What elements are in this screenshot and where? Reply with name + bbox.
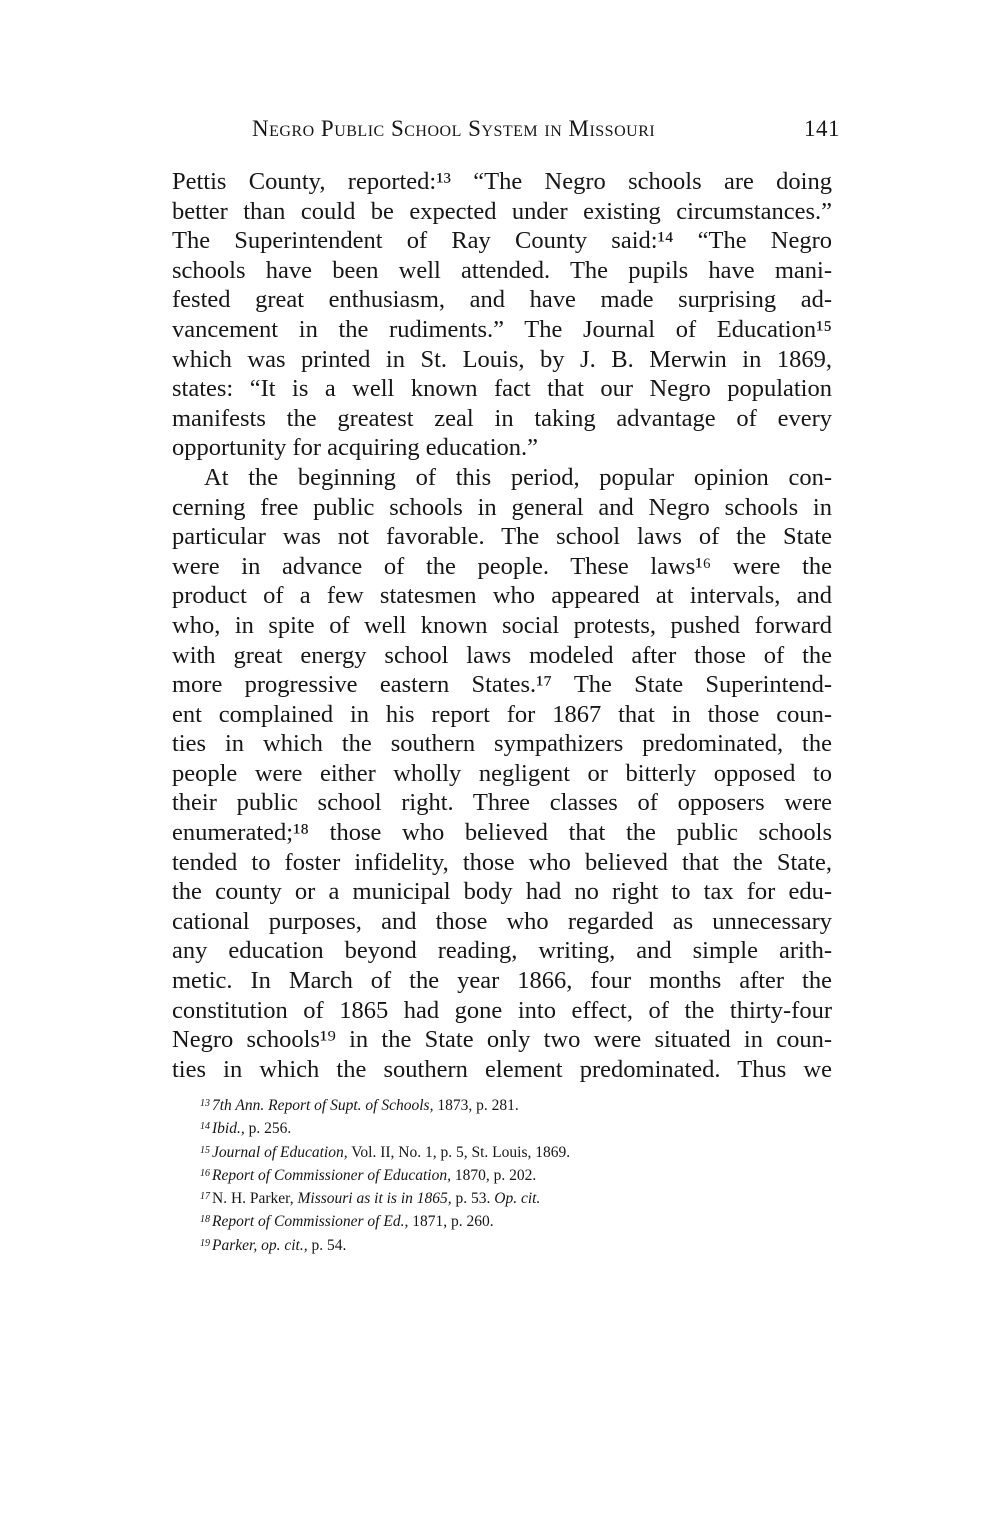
body-line: were in advance of the people. These laws¹⁶ were the xyxy=(172,552,832,580)
body-line: cational purposes, and those who regarded as unnecessary xyxy=(172,907,832,935)
body-line: manifests the greatest zeal in taking advantage of every xyxy=(172,404,832,432)
footnote-title: Parker, op. cit., xyxy=(212,1236,308,1254)
footnote xyxy=(200,1162,760,1185)
body-line: who, in spite of well known social protests, pushed forward xyxy=(172,611,832,639)
footnote-title: Journal of Education, xyxy=(212,1143,348,1161)
body-line: constitution of 1865 had gone into effect, of the thirty-four xyxy=(172,996,832,1024)
body-line: ties in which the southern sympathizers predominated, the xyxy=(172,730,832,758)
body-line: fested great enthusiasm, and have made surprising ad- xyxy=(172,286,832,314)
body-line: the county or a municipal body had no right to tax for edu- xyxy=(172,878,832,906)
body-line: ent complained in his report for 1867 that in those coun- xyxy=(172,700,832,728)
body-line: vancement in the rudiments.” The Journal of Education¹⁵ xyxy=(172,315,832,343)
footnotes xyxy=(200,1092,760,1255)
footnote xyxy=(200,1115,760,1138)
body-line: Negro schools¹⁹ in the State only two were situated in coun- xyxy=(172,1026,832,1054)
body-line: which was printed in St. Louis, by J. B. Merwin in 1869, xyxy=(172,345,832,373)
footnote-title: Missouri as it is in 1865, xyxy=(297,1190,452,1208)
body-line: more progressive eastern States.¹⁷ The State Superintend- xyxy=(172,671,832,699)
footnote-marker: 13 xyxy=(200,1098,210,1109)
footnote-text: p. 53. xyxy=(451,1190,495,1208)
body-line: ties in which the southern element predominated. Thus we xyxy=(172,1055,832,1083)
body-line: The Superintendent of Ray County said:¹⁴ “The Negro xyxy=(172,227,832,255)
body-line: Pettis County, reported:¹³ “The Negro schools are doing xyxy=(172,168,832,195)
footnote-text: p. 54. xyxy=(307,1236,347,1254)
body-line: any education beyond reading, writing, and simple arith- xyxy=(172,937,832,965)
footnote-text: 1871, p. 260. xyxy=(408,1213,494,1231)
body-line: states: “It is a well known fact that our Negro population xyxy=(172,375,832,403)
footnote-author: N. H. Parker, xyxy=(212,1190,298,1208)
body-line: with great energy school laws modeled after those of the xyxy=(172,641,832,669)
body-line: metic. In March of the year 1866, four months after the xyxy=(172,967,832,995)
footnote-marker: 17 xyxy=(200,1191,210,1203)
footnote xyxy=(200,1208,760,1231)
footnote-title: Report of Commissioner of Education, xyxy=(212,1166,451,1184)
footnote-title: 7th Ann. Report of Supt. of Schools, xyxy=(212,1097,434,1114)
body-line: people were either wholly negligent or bitterly opposed to xyxy=(172,759,832,787)
footnote-text: Vol. II, No. 1, p. 5, St. Louis, 1869. xyxy=(347,1143,571,1161)
page-number: 141 xyxy=(804,116,840,141)
running-header xyxy=(252,116,840,146)
footnote-marker: 19 xyxy=(200,1237,210,1249)
body-line: particular was not favorable. The school laws of the State xyxy=(172,523,832,551)
body-text xyxy=(172,167,832,1084)
body-line: product of a few statesmen who appeared at intervals, and xyxy=(172,582,832,610)
body-line: schools have been well attended. The pupils have mani- xyxy=(172,256,832,284)
body-line: better than could be expected under existing circumstances.” xyxy=(172,197,832,225)
body-line: At the beginning of this period, popular opinion con- xyxy=(204,463,832,491)
footnote-text: 1870, p. 202. xyxy=(450,1166,537,1184)
footnote-marker: 15 xyxy=(200,1144,210,1156)
footnote-marker: 14 xyxy=(200,1121,210,1133)
footnote xyxy=(200,1232,760,1255)
footnote-text: p. 256. xyxy=(244,1120,292,1138)
running-title: Negro Public School System in Missouri xyxy=(252,116,656,141)
footnote xyxy=(200,1092,760,1115)
footnote-marker: 16 xyxy=(200,1167,210,1179)
footnote xyxy=(200,1185,760,1208)
footnote-marker: 18 xyxy=(200,1214,210,1226)
footnote-op-cit: Op. cit. xyxy=(494,1190,541,1208)
body-line: their public school right. Three classes of opposers were xyxy=(172,789,832,817)
footnote-text: 1873, p. 281. xyxy=(433,1097,519,1114)
body-line: tended to foster infidelity, those who believed that the State, xyxy=(172,848,832,876)
body-line: opportunity for acquiring education.” xyxy=(172,434,539,462)
footnote-title: Report of Commissioner of Ed., xyxy=(212,1213,409,1231)
footnote-title: Ibid., xyxy=(212,1120,245,1138)
body-line: cerning free public schools in general and Negro schools in xyxy=(172,493,832,521)
footnote xyxy=(200,1139,760,1162)
body-line: enumerated;¹⁸ those who believed that the public schools xyxy=(172,819,832,847)
